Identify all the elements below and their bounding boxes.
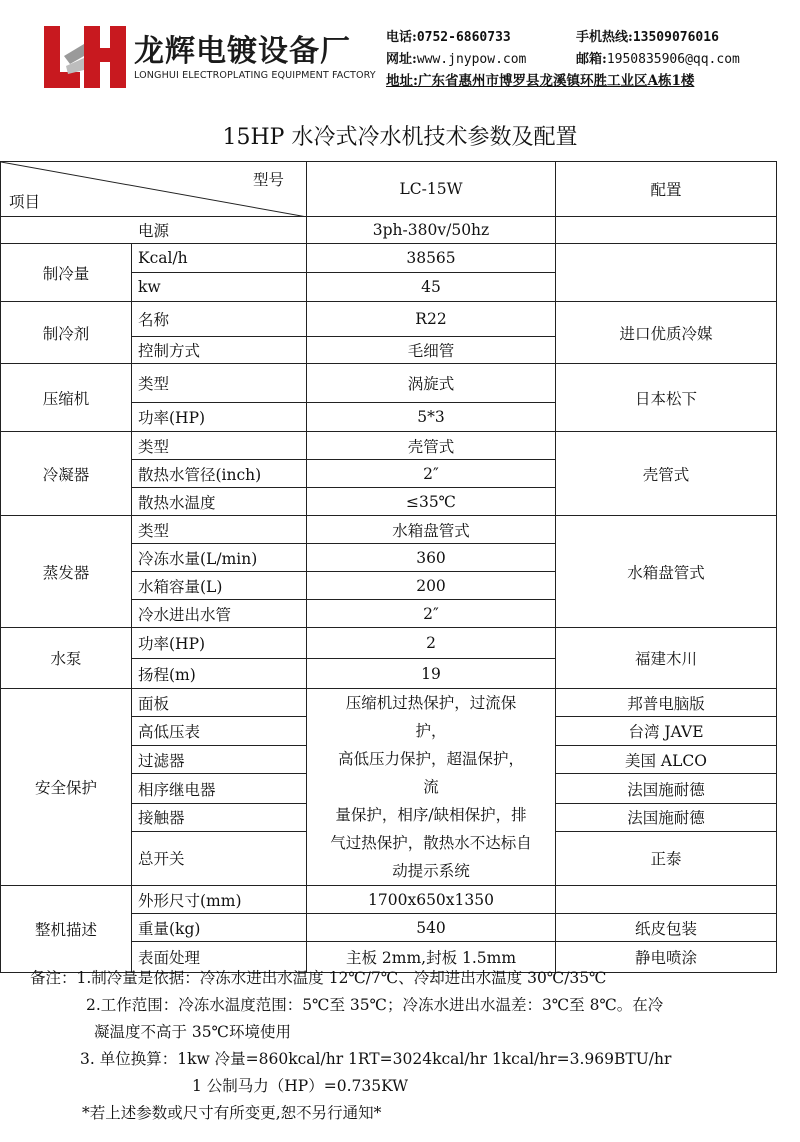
evaporator-pipe-value: 2″ (307, 600, 556, 628)
phone-value: 0752-6860733 (416, 30, 511, 45)
model-header: LC-15W (307, 162, 556, 217)
condenser-label: 冷凝器 (1, 432, 132, 516)
safety-description (307, 689, 556, 886)
overall-weight-value: 540 (307, 914, 556, 942)
condenser-pipe-label: 散热水管径(inch) (132, 460, 307, 488)
overall-label: 整机描述 (1, 886, 132, 973)
evaporator-config: 水箱盘管式 (556, 516, 777, 628)
overall-size-value: 1700x650x1350 (307, 886, 556, 914)
note-line-5: 1 公制马力（HP）=0.735KW (192, 1077, 409, 1095)
address: 地址:广东省惠州市博罗县龙溪镇环胜工业区A栋1楼 (386, 73, 695, 89)
safety-label: 安全保护 (1, 689, 132, 886)
condenser-temp-label: 散热水温度 (132, 488, 307, 516)
note-line-6: *若上述参数或尺寸有所变更,恕不另行通知* (82, 1104, 382, 1122)
safety-desc-line: 护， (415, 722, 447, 740)
evaporator-flow-value: 360 (307, 544, 556, 572)
email-value[interactable]: 1950835906@qq.com (606, 52, 740, 67)
condenser-pipe-value: 2″ (307, 460, 556, 488)
note-line-2: 2.工作范围：冷冻水温度范围：5℃至 35℃；冷冻水进出水温差：3℃至 8℃。在冷 (86, 996, 664, 1014)
table-row (1, 302, 777, 337)
header-model-label: 型号 (252, 171, 284, 189)
email-line (576, 48, 740, 67)
safety-config-contactor: 法国施耐德 (556, 803, 777, 831)
document-title: 15HP 水冷式冷水机技术参数及配置 (222, 125, 578, 150)
overall-finish-config: 静电喷涂 (556, 942, 777, 973)
evaporator-type-label: 类型 (132, 516, 307, 544)
mobile-line (576, 26, 719, 45)
safety-desc-line: 压缩机过热保护，过流保 (345, 694, 517, 712)
evaporator-label: 蒸发器 (1, 516, 132, 628)
mobile-label: 手机热线: (576, 30, 633, 45)
table-header-row (1, 162, 777, 217)
overall-size-config (556, 886, 777, 914)
overall-size-label: 外形尺寸(mm) (132, 886, 307, 914)
safety-item-contactor: 接触器 (132, 803, 307, 831)
evaporator-type-value: 水箱盘管式 (307, 516, 556, 544)
website-label: 网址: (386, 52, 417, 67)
condenser-config: 壳管式 (556, 432, 777, 516)
cooling-config (556, 244, 777, 302)
refrigerant-control-label: 控制方式 (132, 337, 307, 364)
table-row (1, 689, 777, 717)
note-line-1: 备注：1.制冷量是依据：冷冻水进出水温度 12℃/7℃、冷却进出水温度 30℃/35℃ (30, 969, 607, 987)
safety-desc-line: 高低压力保护，超温保护， (337, 750, 524, 768)
refrigerant-control-value: 毛细管 (307, 337, 556, 364)
phone-label: 电话: (386, 30, 417, 45)
pump-head-value: 19 (307, 659, 556, 689)
pump-power-label: 功率(HP) (132, 628, 307, 659)
note-line-4: 3. 单位换算：1kw 冷量=860kcal/hr 1RT=3024kcal/hr 1kcal/hr=3.969BTU/hr (80, 1050, 672, 1068)
power-config (556, 217, 777, 244)
pump-label: 水泵 (1, 628, 132, 689)
evaporator-tank-value: 200 (307, 572, 556, 600)
header-item-label: 项目 (9, 193, 41, 211)
safety-item-switch: 总开关 (132, 831, 307, 885)
table-row (1, 432, 777, 460)
safety-config-relay: 法国施耐德 (556, 774, 777, 803)
overall-weight-label: 重量(kg) (132, 914, 307, 942)
compressor-label: 压缩机 (1, 364, 132, 432)
safety-desc-line: 量保护，相序/缺相保护，排 (335, 806, 527, 824)
safety-config-filter: 美国 ALCO (556, 746, 777, 774)
spec-table (0, 161, 777, 973)
safety-config-switch: 正泰 (556, 831, 777, 885)
compressor-config: 日本松下 (556, 364, 777, 432)
compressor-power-label: 功率(HP) (132, 403, 307, 432)
config-header: 配置 (556, 162, 777, 217)
table-row (1, 886, 777, 914)
company-logo-icon (44, 26, 126, 88)
safety-desc-line: 流 (423, 778, 439, 796)
pump-config: 福建木川 (556, 628, 777, 689)
table-row (1, 364, 777, 403)
condenser-temp-value: ≤35℃ (307, 488, 556, 516)
safety-item-relay: 相序继电器 (132, 774, 307, 803)
company-name-cn: 龙辉电镀设备厂 (134, 34, 351, 69)
company-name-en: LONGHUI ELECTROPLATING EQUIPMENT FACTORY (134, 70, 376, 81)
safety-item-gauge: 高低压表 (132, 717, 307, 746)
evaporator-pipe-label: 冷水进出水管 (132, 600, 307, 628)
cooling-kw-value: 45 (307, 273, 556, 302)
refrigerant-name-label: 名称 (132, 302, 307, 337)
safety-desc-line: 气过热保护，散热水不达标自 (330, 834, 532, 852)
safety-item-panel: 面板 (132, 689, 307, 717)
note-line-3: 凝温度不高于 35℃环境使用 (94, 1023, 291, 1041)
safety-item-filter: 过滤器 (132, 746, 307, 774)
overall-weight-config: 纸皮包装 (556, 914, 777, 942)
refrigerant-config: 进口优质冷媒 (556, 302, 777, 364)
diagonal-header-cell (1, 162, 307, 217)
cooling-kw-label: kw (132, 273, 307, 302)
pump-head-label: 扬程(m) (132, 659, 307, 689)
refrigerant-label: 制冷剂 (1, 302, 132, 364)
website-value[interactable]: www.jnypow.com (416, 52, 527, 67)
website-line (386, 48, 526, 67)
pump-power-value: 2 (307, 628, 556, 659)
evaporator-flow-label: 冷冻水量(L/min) (132, 544, 307, 572)
compressor-type-label: 类型 (132, 364, 307, 403)
cooling-kcal-value: 38565 (307, 244, 556, 273)
safety-desc-line: 动提示系统 (392, 862, 470, 880)
notes (30, 965, 790, 1127)
safety-config-gauge: 台湾 JAVE (556, 717, 777, 746)
cooling-kcal-label: Kcal/h (132, 244, 307, 273)
email-label: 邮箱: (576, 52, 607, 67)
power-value: 3ph-380v/50hz (307, 217, 556, 244)
evaporator-tank-label: 水箱容量(L) (132, 572, 307, 600)
table-row (1, 628, 777, 659)
power-label: 电源 (1, 217, 307, 244)
compressor-power-value: 5*3 (307, 403, 556, 432)
cooling-label: 制冷量 (1, 244, 132, 302)
table-row (1, 244, 777, 273)
condenser-type-value: 壳管式 (307, 432, 556, 460)
safety-config-panel: 邦普电脑版 (556, 689, 777, 717)
overall-finish-label: 表面处理 (132, 942, 307, 973)
condenser-type-label: 类型 (132, 432, 307, 460)
mobile-value: 13509076016 (632, 30, 719, 45)
compressor-type-value: 涡旋式 (307, 364, 556, 403)
table-row (1, 217, 777, 244)
phone-line (386, 26, 511, 45)
table-row (1, 516, 777, 544)
refrigerant-name-value: R22 (307, 302, 556, 337)
overall-finish-value: 主板 2mm,封板 1.5mm (307, 942, 556, 973)
letterhead (0, 0, 800, 92)
